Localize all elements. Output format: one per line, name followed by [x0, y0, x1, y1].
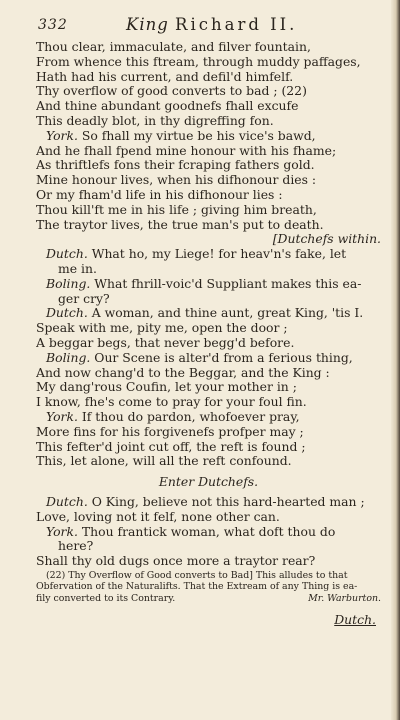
speech-line: [36, 525, 381, 540]
footnote-line: [36, 593, 381, 604]
speech-text: O King, believe not this hard-hearted man ;: [87, 494, 365, 509]
verse-line: ger cry?: [58, 291, 110, 306]
speech-line: [36, 495, 381, 510]
speech-line: [36, 351, 381, 366]
speaker-name: Dutch.: [46, 247, 88, 262]
speech-text: Thou frantick woman, what doft thou do: [77, 524, 336, 539]
running-title-italic: King: [126, 15, 169, 34]
page-header: [38, 15, 378, 37]
speech-text: What fhrill-voic'd Suppliant makes this ea-: [90, 276, 362, 291]
verse-line: This deadly blot, in thy digreffing fon.: [36, 113, 274, 128]
verse-line: And thine abundant goodnefs fhall excufe: [36, 99, 299, 114]
speech-text: So fhall my virtue be his vice's bawd,: [77, 128, 316, 143]
verse-line: A beggar begs, that never begg'd before.: [36, 335, 295, 350]
running-title-caps: Richard II.: [175, 15, 298, 34]
verse-line: here?: [58, 539, 94, 554]
verse-line: From whence this ftream, through muddy paffages,: [36, 54, 361, 69]
verse-line: And now chang'd to the Beggar, and the King :: [36, 365, 330, 380]
speech-text: If thou do pardon, whofoever pray,: [77, 409, 300, 424]
footnote-attribution: Mr. Warburton.: [308, 592, 381, 604]
verse-line: Love, loving not it felf, none other can.: [36, 509, 280, 524]
verse-line: Thy overflow of good converts to bad ; (22): [36, 84, 307, 99]
verse-line: The traytor lives, the true man's put to death.: [36, 217, 324, 232]
speaker-name: Boling.: [46, 350, 91, 365]
verse-line: me in.: [58, 261, 97, 276]
speaker-name: Dutch.: [46, 494, 88, 509]
verse-line: Shall thy old dugs once more a traytor rear?: [36, 554, 316, 569]
footnote: [36, 570, 381, 604]
speech-line: [36, 306, 381, 321]
verse-line: My dang'rous Coufin, let your mother in ;: [36, 380, 297, 395]
speaker-name: York.: [46, 128, 78, 143]
verse-line: Hath had his current, and defil'd himfelf.: [36, 69, 294, 84]
verse-line: Or my fham'd life in his difhonour lies :: [36, 187, 283, 202]
verse-line: As thriftlefs fons their fcraping fathers gold.: [36, 158, 315, 173]
speech-line: [36, 129, 381, 144]
verse-line: And he fhall fpend mine honour with his fhame;: [36, 143, 337, 158]
running-title: [126, 15, 297, 34]
verse-line: I know, fhe's come to pray for your foul fin.: [36, 395, 307, 410]
page-edge-shadow: [391, 0, 400, 720]
speaker-name: York.: [46, 524, 78, 539]
speech-line: [36, 277, 381, 292]
verse-line: This, let alone, will all the reft confound.: [36, 454, 292, 469]
verse-line: This fefter'd joint cut off, the reft is found ;: [36, 439, 306, 454]
speech-text: Our Scene is alter'd from a ferious thing,: [90, 350, 353, 365]
verse-text: [36, 40, 381, 569]
speech-text: What ho, my Liege! for heav'n's fake, let: [87, 247, 347, 262]
verse-line: Thou clear, immaculate, and filver fountain,: [36, 40, 311, 54]
stage-direction: Enter Dutchefs.: [158, 474, 259, 490]
verse-line: Mine honour lives, when his difhonour dies :: [36, 173, 317, 188]
speech-text: A woman, and thine aunt, great King, 'tis I.: [87, 306, 364, 321]
speaker-name: Boling.: [46, 276, 91, 291]
speaker-name: York.: [46, 409, 78, 424]
footnote-text: fily converted to its Contrary.: [36, 592, 176, 604]
verse-line: Thou kill'ft me in his life ; giving him breath,: [36, 202, 317, 217]
footnote-line: (22) Thy Overflow of Good converts to Bad] This alludes to that: [46, 570, 348, 581]
stage-direction: [Dutchefs within.: [272, 232, 381, 247]
speech-line: [36, 247, 381, 262]
page-number: 332: [38, 17, 68, 33]
verse-line: More fins for his forgivenefs profper may ;: [36, 424, 304, 439]
footnote-line: Obfervation of the Naturalifts. That the Extream of any Thing is ea-: [36, 581, 358, 593]
verse-line: Speak with me, pity me, open the door ;: [36, 321, 288, 336]
catchword: Dutch.: [334, 612, 376, 627]
speech-line: [36, 410, 381, 425]
speaker-name: Dutch.: [46, 306, 88, 321]
